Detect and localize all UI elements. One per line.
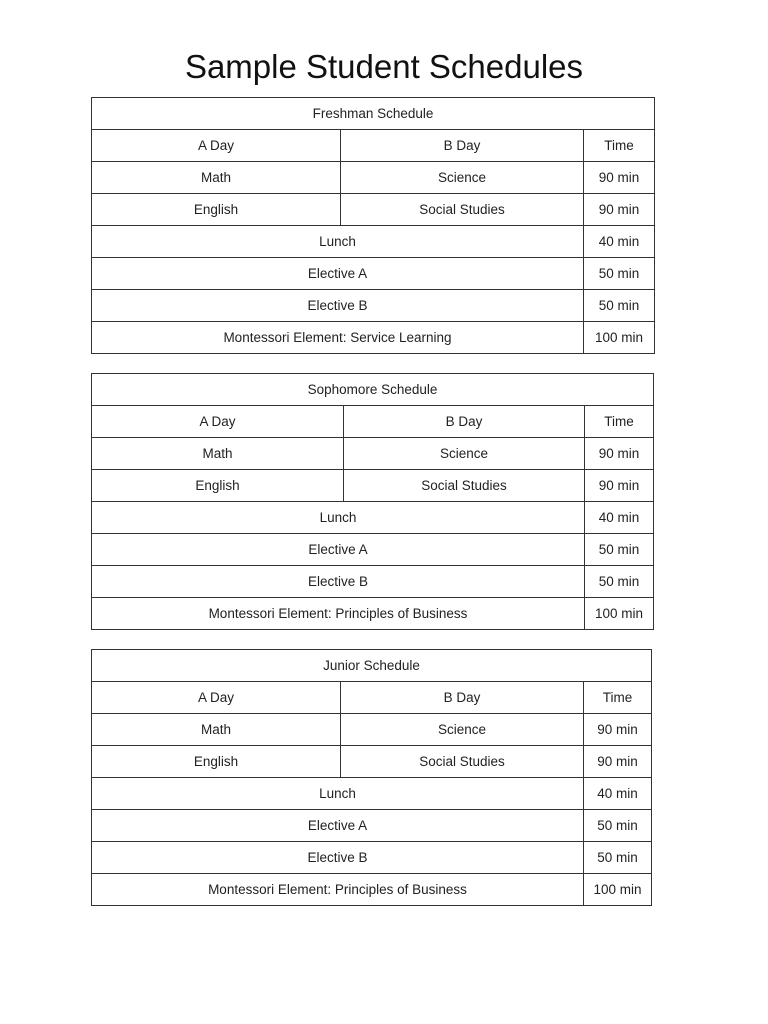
b-day-cell: Social Studies [341,194,584,226]
b-day-cell: Science [341,714,584,746]
time-cell: 90 min [584,194,655,226]
a-day-cell: English [92,746,341,778]
sophomore-schedule-table [91,373,654,630]
table-row [92,258,655,290]
time-cell: 100 min [584,874,652,906]
column-header-b-day: B Day [341,130,584,162]
table-heading: Junior Schedule [92,650,652,682]
table-row [92,746,652,778]
table-row [92,226,655,258]
period-cell: Elective B [92,842,584,874]
period-cell: Lunch [92,778,584,810]
table-row [92,810,652,842]
b-day-cell: Social Studies [344,470,585,502]
table-row [92,714,652,746]
period-cell: Elective B [92,290,584,322]
table-row [92,290,655,322]
time-cell: 40 min [584,226,655,258]
time-cell: 40 min [585,502,654,534]
table-row [92,778,652,810]
table-heading-row [92,650,652,682]
time-cell: 100 min [585,598,654,630]
period-cell: Elective A [92,534,585,566]
time-cell: 100 min [584,322,655,354]
time-cell: 90 min [585,438,654,470]
time-cell: 90 min [585,470,654,502]
time-cell: 90 min [584,714,652,746]
column-header-b-day: B Day [344,406,585,438]
table-row [92,162,655,194]
period-cell: Elective B [92,566,585,598]
b-day-cell: Science [341,162,584,194]
table-row [92,322,655,354]
period-cell: Lunch [92,502,585,534]
table-heading: Freshman Schedule [92,98,655,130]
table-heading-row [92,374,654,406]
table-header-row [92,406,654,438]
table-header-row [92,682,652,714]
period-cell: Lunch [92,226,584,258]
time-cell: 50 min [585,534,654,566]
a-day-cell: English [92,194,341,226]
column-header-time: Time [584,130,655,162]
column-header-time: Time [585,406,654,438]
table-row [92,842,652,874]
column-header-a-day: A Day [92,406,344,438]
table-row [92,566,654,598]
time-cell: 50 min [584,258,655,290]
b-day-cell: Social Studies [341,746,584,778]
a-day-cell: English [92,470,344,502]
time-cell: 50 min [584,810,652,842]
table-row [92,534,654,566]
table-row [92,874,652,906]
freshman-schedule-table [91,97,655,354]
b-day-cell: Science [344,438,585,470]
junior-schedule-table [91,649,652,906]
period-cell: Elective A [92,810,584,842]
column-header-a-day: A Day [92,682,341,714]
period-cell: Elective A [92,258,584,290]
table-heading-row [92,98,655,130]
time-cell: 50 min [585,566,654,598]
time-cell: 90 min [584,746,652,778]
time-cell: 50 min [584,290,655,322]
table-row [92,438,654,470]
a-day-cell: Math [92,438,344,470]
period-cell: Montessori Element: Principles of Business [92,598,585,630]
table-row [92,470,654,502]
time-cell: 90 min [584,162,655,194]
a-day-cell: Math [92,714,341,746]
period-cell: Montessori Element: Principles of Business [92,874,584,906]
time-cell: 40 min [584,778,652,810]
period-cell: Montessori Element: Service Learning [92,322,584,354]
column-header-b-day: B Day [341,682,584,714]
table-heading: Sophomore Schedule [92,374,654,406]
time-cell: 50 min [584,842,652,874]
column-header-a-day: A Day [92,130,341,162]
table-header-row [92,130,655,162]
column-header-time: Time [584,682,652,714]
page-title: Sample Student Schedules [184,48,584,85]
table-row [92,502,654,534]
table-row [92,194,655,226]
table-row [92,598,654,630]
a-day-cell: Math [92,162,341,194]
